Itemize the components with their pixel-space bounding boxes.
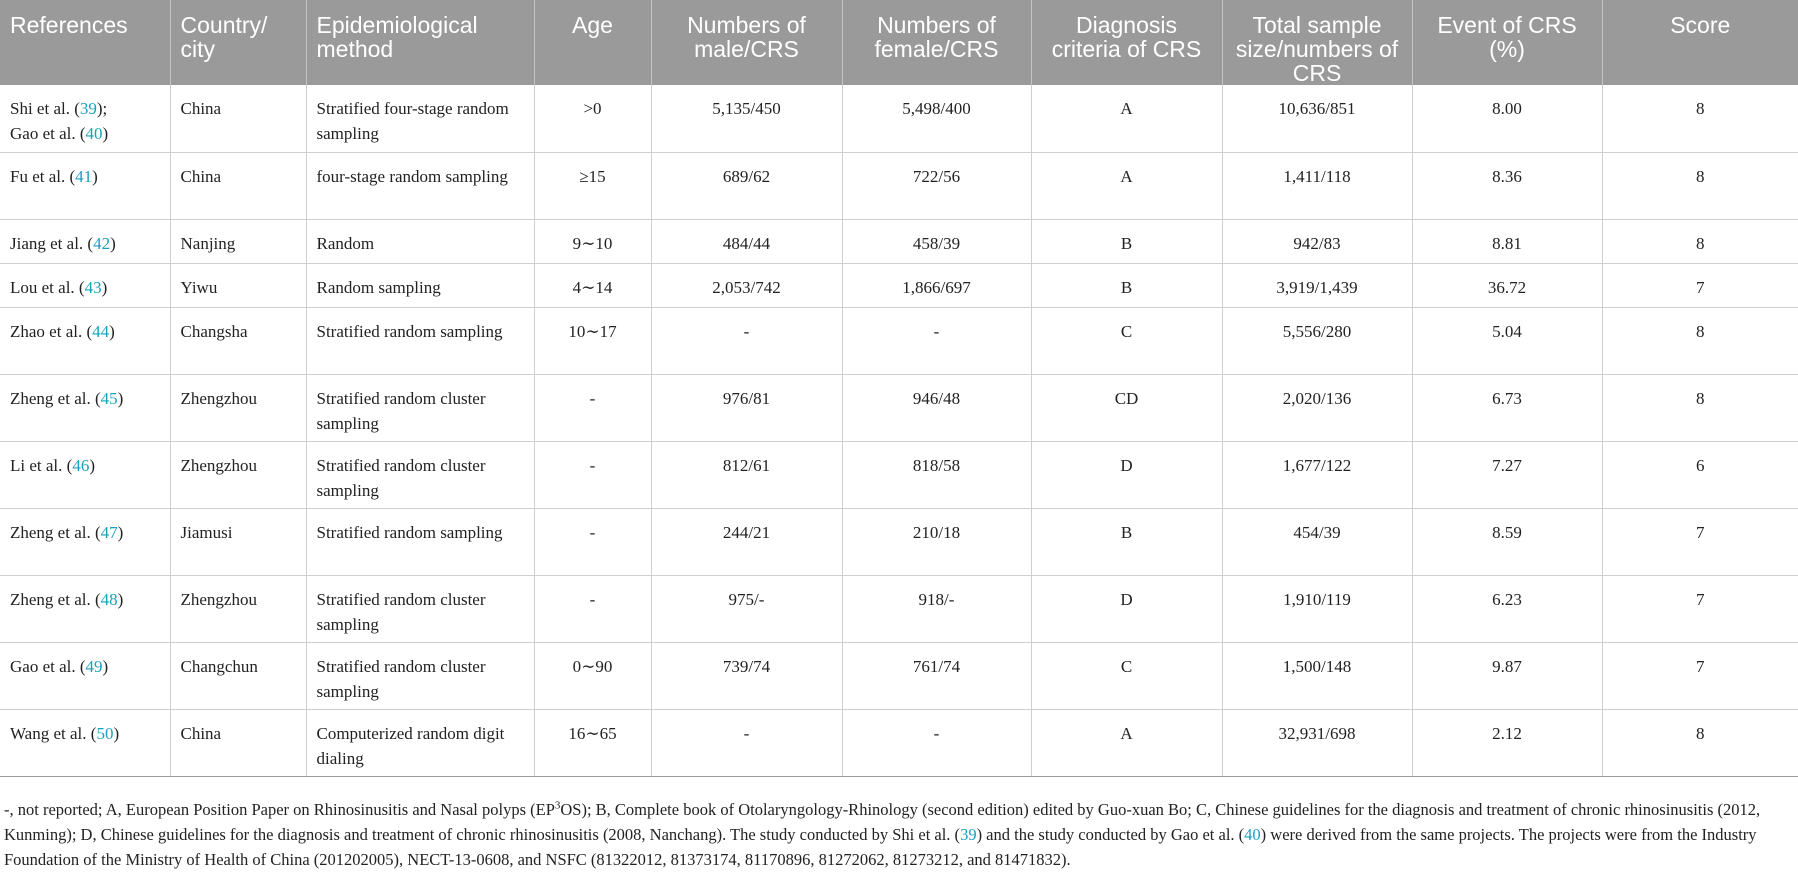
reference-text: );	[96, 99, 108, 118]
reference-text: Fu et al. (	[10, 166, 76, 186]
reference-text: )	[102, 656, 109, 676]
method-cell: Stratified random sampling	[306, 307, 534, 374]
male-cell: 976/81	[651, 374, 842, 441]
reference-cell	[0, 85, 170, 152]
age-cell: 10∼17	[534, 307, 651, 374]
reference-text: Zheng et al. (	[10, 388, 101, 408]
age-cell: 9∼10	[534, 219, 651, 263]
reference-cell	[0, 219, 170, 263]
score-cell: 7	[1602, 263, 1798, 307]
score-cell: 8	[1602, 307, 1798, 374]
table-row	[0, 441, 1798, 508]
reference-cell	[0, 575, 170, 642]
table-footnote	[4, 797, 1794, 872]
table-row	[0, 85, 1798, 152]
reference-cell	[0, 508, 170, 575]
age-cell: ≥15	[534, 152, 651, 219]
header-row	[0, 0, 1798, 85]
score-cell: 8	[1602, 709, 1798, 776]
female-cell: 818/58	[842, 441, 1031, 508]
total-cell: 1,411/118	[1222, 152, 1412, 219]
event-cell: 6.73	[1412, 374, 1602, 441]
footnote-text: ) and the study conducted by Gao et al. (	[976, 825, 1245, 844]
reference-text: )	[117, 388, 124, 408]
reference-text: Wang et al. (	[10, 723, 97, 743]
method-cell: Random	[306, 219, 534, 263]
total-cell: 5,556/280	[1222, 307, 1412, 374]
event-cell: 2.12	[1412, 709, 1602, 776]
country-cell: China	[170, 85, 306, 152]
age-cell: 16∼65	[534, 709, 651, 776]
header-references: References	[0, 0, 170, 85]
reference-text: )	[92, 166, 98, 186]
method-cell: Stratified four-stage random sampling	[306, 85, 534, 152]
reference-text: Gao et al. (	[10, 656, 86, 676]
event-cell: 8.59	[1412, 508, 1602, 575]
age-cell: -	[534, 441, 651, 508]
country-cell: Changchun	[170, 642, 306, 709]
criteria-cell: B	[1031, 508, 1222, 575]
table-row	[0, 508, 1798, 575]
male-cell: 5,135/450	[651, 85, 842, 152]
female-cell: 946/48	[842, 374, 1031, 441]
event-cell: 6.23	[1412, 575, 1602, 642]
age-cell: -	[534, 575, 651, 642]
table-row	[0, 575, 1798, 642]
reference-text: Zhao et al. (	[10, 321, 93, 341]
criteria-cell: CD	[1031, 374, 1222, 441]
reference-cell	[0, 263, 170, 307]
age-cell: >0	[534, 85, 651, 152]
reference-text: Zheng et al. (	[10, 522, 101, 542]
score-cell: 7	[1602, 642, 1798, 709]
country-cell: Yiwu	[170, 263, 306, 307]
citation-link[interactable]: 42	[93, 233, 111, 253]
total-cell: 942/83	[1222, 219, 1412, 263]
citation-link[interactable]: 49	[85, 656, 103, 676]
event-cell: 8.36	[1412, 152, 1602, 219]
reference-cell	[0, 441, 170, 508]
footnote-text: -, not reported; A, European Position Paper on Rhinosinusitis and Nasal polyps (EP	[4, 800, 555, 819]
male-cell: 975/-	[651, 575, 842, 642]
total-cell: 1,910/119	[1222, 575, 1412, 642]
total-cell: 10,636/851	[1222, 85, 1412, 152]
reference-text: Zheng et al. (	[10, 589, 101, 609]
criteria-cell: D	[1031, 441, 1222, 508]
citation-link[interactable]: 39	[79, 99, 97, 118]
criteria-cell: C	[1031, 642, 1222, 709]
citation-link[interactable]: 50	[96, 723, 114, 743]
reference-text: )	[113, 723, 120, 743]
event-cell: 5.04	[1412, 307, 1602, 374]
female-cell: 918/-	[842, 575, 1031, 642]
female-cell: 722/56	[842, 152, 1031, 219]
reference-text: Shi et al. (	[10, 99, 80, 118]
male-cell: 689/62	[651, 152, 842, 219]
citation-link[interactable]: 46	[72, 455, 90, 475]
score-cell: 8	[1602, 374, 1798, 441]
age-cell: -	[534, 508, 651, 575]
country-cell: Nanjing	[170, 219, 306, 263]
criteria-cell: B	[1031, 219, 1222, 263]
age-cell: -	[534, 374, 651, 441]
criteria-cell: A	[1031, 709, 1222, 776]
method-cell: Stratified random cluster sampling	[306, 575, 534, 642]
country-cell: Zhengzhou	[170, 374, 306, 441]
country-cell: Zhengzhou	[170, 575, 306, 642]
header-diagnosis-criteria: Diagnosis criteria of CRS	[1031, 0, 1222, 85]
method-cell: Stratified random cluster sampling	[306, 374, 534, 441]
citation-link[interactable]: 47	[100, 522, 118, 542]
female-cell: -	[842, 307, 1031, 374]
country-cell: Zhengzhou	[170, 441, 306, 508]
reference-text: )	[109, 321, 115, 341]
table-row	[0, 307, 1798, 374]
male-cell: 739/74	[651, 642, 842, 709]
citation-link[interactable]: 40	[85, 124, 103, 143]
method-cell: Stratified random cluster sampling	[306, 642, 534, 709]
reference-text: )	[89, 455, 95, 475]
male-cell: 244/21	[651, 508, 842, 575]
female-cell: 210/18	[842, 508, 1031, 575]
reference-text: Gao et al. (	[10, 124, 86, 143]
reference-text: )	[117, 589, 124, 609]
total-cell: 2,020/136	[1222, 374, 1412, 441]
country-cell: Jiamusi	[170, 508, 306, 575]
table-row	[0, 152, 1798, 219]
reference-text: )	[117, 522, 124, 542]
method-cell: Random sampling	[306, 263, 534, 307]
score-cell: 8	[1602, 85, 1798, 152]
male-cell: 812/61	[651, 441, 842, 508]
reference-text: )	[101, 277, 108, 297]
citation-link[interactable]: 44	[92, 321, 110, 341]
female-cell: 458/39	[842, 219, 1031, 263]
score-cell: 8	[1602, 152, 1798, 219]
criteria-cell: A	[1031, 152, 1222, 219]
method-cell: Computerized random digit dialing	[306, 709, 534, 776]
header-male-crs: Numbers of male/CRS	[651, 0, 842, 85]
table-row	[0, 219, 1798, 263]
total-cell: 454/39	[1222, 508, 1412, 575]
citation-link[interactable]: 41	[75, 166, 93, 186]
method-cell: Stratified random cluster sampling	[306, 441, 534, 508]
score-cell: 8	[1602, 219, 1798, 263]
header-total-sample: Total sample size/numbers of CRS	[1222, 0, 1412, 85]
reference-cell	[0, 307, 170, 374]
header-epidemiological-method: Epidemiological method	[306, 0, 534, 85]
score-cell: 7	[1602, 508, 1798, 575]
total-cell: 32,931/698	[1222, 709, 1412, 776]
female-cell: 5,498/400	[842, 85, 1031, 152]
event-cell: 7.27	[1412, 441, 1602, 508]
reference-text: Lou et al. (	[10, 277, 85, 297]
total-cell: 1,677/122	[1222, 441, 1412, 508]
footnote-superscript: 3	[554, 799, 561, 812]
country-cell: China	[170, 152, 306, 219]
header-country-city: Country/ city	[170, 0, 306, 85]
score-cell: 7	[1602, 575, 1798, 642]
table-row	[0, 642, 1798, 709]
header-age: Age	[534, 0, 651, 85]
reference-text: )	[102, 124, 109, 143]
method-cell: four-stage random sampling	[306, 152, 534, 219]
reference-cell	[0, 152, 170, 219]
event-cell: 8.00	[1412, 85, 1602, 152]
country-cell: China	[170, 709, 306, 776]
event-cell: 8.81	[1412, 219, 1602, 263]
citation-link[interactable]: 40	[1244, 825, 1261, 844]
reference-cell	[0, 374, 170, 441]
table-row	[0, 374, 1798, 441]
total-cell: 1,500/148	[1222, 642, 1412, 709]
reference-text: Jiang et al. (	[10, 233, 94, 253]
reference-text: Li et al. (	[10, 455, 73, 475]
age-cell: 4∼14	[534, 263, 651, 307]
reference-cell	[0, 709, 170, 776]
male-cell: -	[651, 709, 842, 776]
age-cell: 0∼90	[534, 642, 651, 709]
footnote-text: OS); B, Complete book of Otolaryngology-Rhinology (second edition) edited by Guo-xuan Bo; C, Chinese guidelines for the diagnosis and treatment of chronic rhinosinusitis (2012, Kunming); D, Chinese guidelines for the diagnosis and treatment of chronic rhinosinusitis (2008, Nanchang). The study conducted by Shi et al. (	[4, 800, 1761, 844]
footnote-text: ) were derived from the same projects. The projects were from the Industry Foundation of the Ministry of Health of China (201202005), NECT-13-0608, and NSFC (81322012, 81373174, 81170896, 81272062, 81273212, and 81471832).	[4, 825, 1757, 869]
citation-link[interactable]: 39	[960, 825, 977, 844]
criteria-cell: B	[1031, 263, 1222, 307]
event-cell: 36.72	[1412, 263, 1602, 307]
header-event-crs: Event of CRS (%)	[1412, 0, 1602, 85]
male-cell: -	[651, 307, 842, 374]
header-female-crs: Numbers of female/CRS	[842, 0, 1031, 85]
citation-link[interactable]: 45	[100, 388, 118, 408]
male-cell: 2,053/742	[651, 263, 842, 307]
header-score: Score	[1602, 0, 1798, 85]
citation-link[interactable]: 43	[84, 277, 102, 297]
criteria-cell: A	[1031, 85, 1222, 152]
criteria-cell: D	[1031, 575, 1222, 642]
score-cell: 6	[1602, 441, 1798, 508]
male-cell: 484/44	[651, 219, 842, 263]
female-cell: -	[842, 709, 1031, 776]
event-cell: 9.87	[1412, 642, 1602, 709]
citation-link[interactable]: 48	[100, 589, 118, 609]
reference-cell	[0, 642, 170, 709]
table-row	[0, 263, 1798, 307]
method-cell: Stratified random sampling	[306, 508, 534, 575]
table-row	[0, 709, 1798, 776]
criteria-cell: C	[1031, 307, 1222, 374]
female-cell: 761/74	[842, 642, 1031, 709]
total-cell: 3,919/1,439	[1222, 263, 1412, 307]
reference-text: )	[110, 233, 116, 253]
female-cell: 1,866/697	[842, 263, 1031, 307]
country-cell: Changsha	[170, 307, 306, 374]
